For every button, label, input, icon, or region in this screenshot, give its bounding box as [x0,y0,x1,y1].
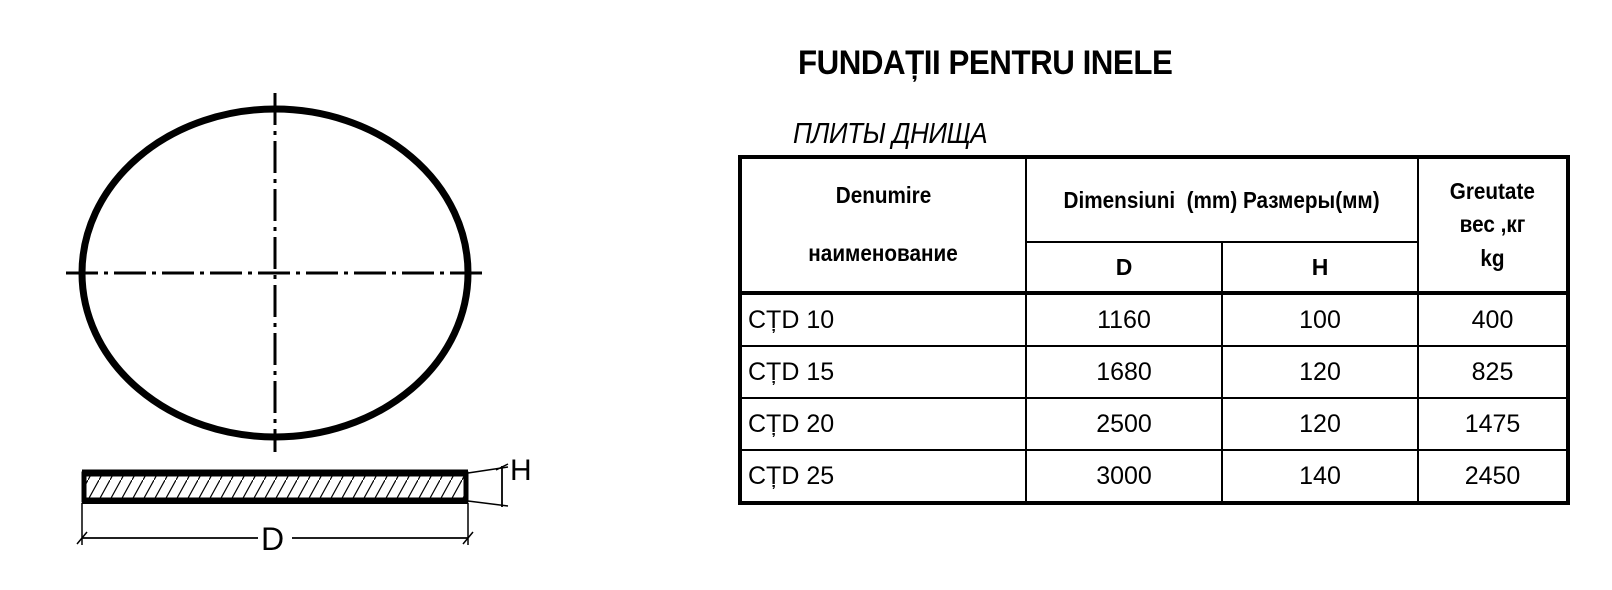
slab-drawing [0,0,720,590]
spec-table [738,155,1570,505]
row-name: CȚD 15 [740,346,1026,398]
header-weight-line2: вес ,кг [1459,211,1526,238]
row-d: 2500 [1026,398,1222,450]
page-subtitle: ПЛИТЫ ДНИЩА [793,118,988,150]
header-weight [1418,157,1568,293]
d-dimension-label: D [261,521,285,557]
header-weight-line1: Greutate [1449,177,1536,204]
header-weight-line3: kg [1480,244,1505,271]
row-weight: 825 [1418,346,1568,398]
table-row [740,450,1568,503]
header-dimensions [1026,157,1418,242]
header-name [740,157,1026,293]
row-name: CȚD 20 [740,398,1026,450]
header-d: D [1026,242,1222,293]
row-h: 100 [1222,293,1418,346]
slab-section-hatch [84,474,466,500]
table-row [740,293,1568,346]
row-h: 120 [1222,398,1418,450]
h-dimension-label: H [510,454,532,487]
row-weight: 400 [1418,293,1568,346]
row-name: CȚD 25 [740,450,1026,503]
row-d: 3000 [1026,450,1222,503]
row-d: 1680 [1026,346,1222,398]
row-h: 120 [1222,346,1418,398]
row-h: 140 [1222,450,1418,503]
page-title: FUNDAȚII PENTRU INELE [798,44,1173,82]
header-name-line2: наименование [808,240,959,266]
row-weight: 2450 [1418,450,1568,503]
row-weight: 1475 [1418,398,1568,450]
table-row [740,346,1568,398]
header-dimensions-label: Dimensiuni (mm) Размеры(мм) [1063,186,1381,213]
row-name: CȚD 10 [740,293,1026,346]
header-name-line1: Denumire [835,182,932,209]
row-d: 1160 [1026,293,1222,346]
header-h: H [1222,242,1418,293]
table-row [740,398,1568,450]
